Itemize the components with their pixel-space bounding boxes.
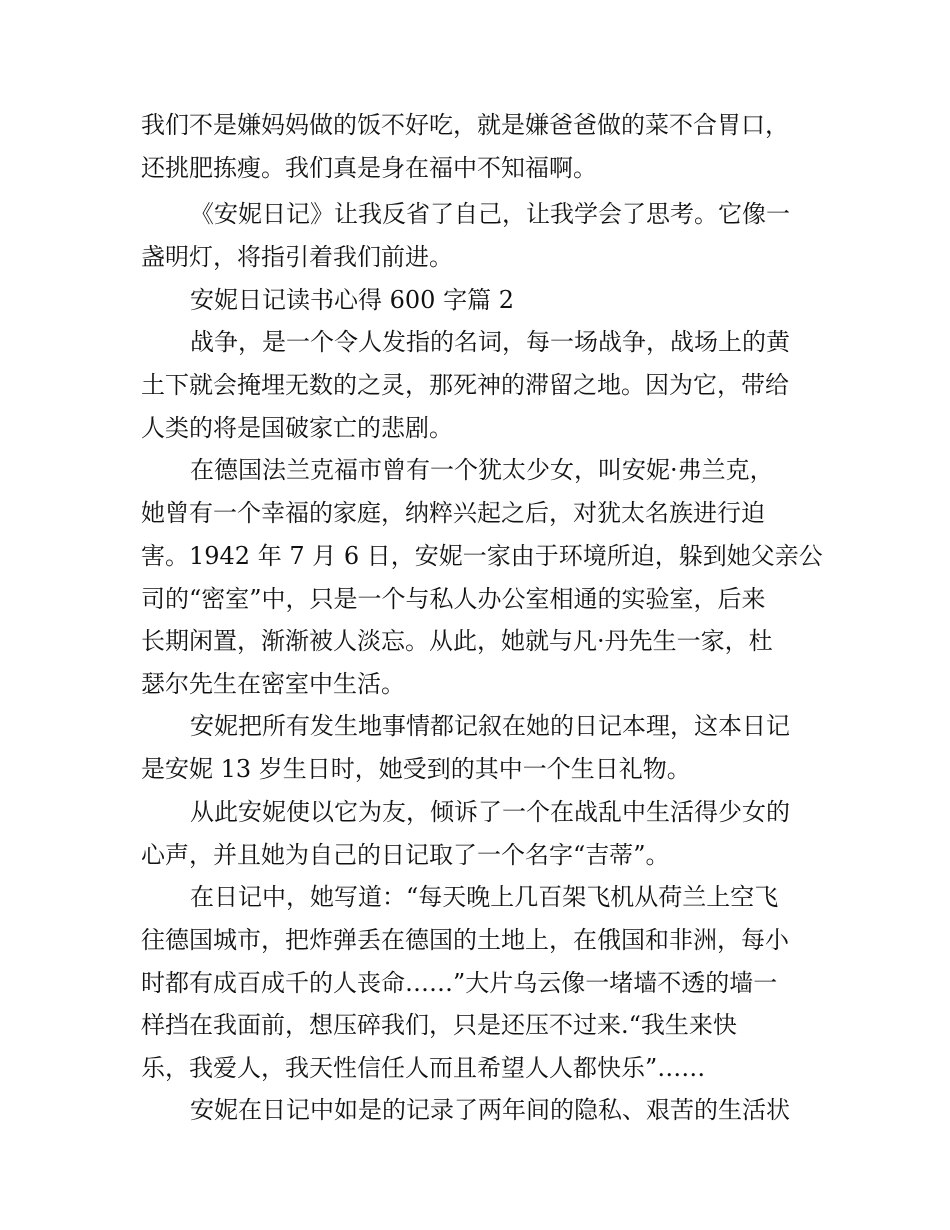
text-line: 乐，我爱人，我天性信任人而且希望人人都快乐”…… bbox=[141, 1054, 706, 1082]
text-line: 盏明灯，将指引着我们前进。 bbox=[141, 243, 453, 271]
text-line: 我们不是嫌妈妈做的饭不好吃，就是嫌爸爸做的菜不合胃口， bbox=[141, 111, 789, 139]
text-line: 心声，并且她为自己的日记取了一个名字“吉蒂”。 bbox=[141, 841, 670, 869]
text-line: 人类的将是国破家亡的悲剧。 bbox=[141, 414, 453, 442]
text-line: 害。1942 年 7 月 6 日，安妮一家由于环境所迫，躲到她父亲公 bbox=[141, 542, 823, 570]
text-line: 长期闲置，渐渐被人淡忘。从此，她就与凡·丹先生一家，杜 bbox=[141, 627, 773, 655]
text-line: 她曾有一个幸福的家庭，纳粹兴起之后，对犹太名族进行迫 bbox=[141, 499, 765, 527]
text-line: 《安妮日记》让我反省了自己，让我学会了思考。它像一 bbox=[190, 200, 790, 228]
text-line: 安妮在日记中如是的记录了两年间的隐私、艰苦的生活状 bbox=[190, 1096, 790, 1124]
text-line: 在德国法兰克福市曾有一个犹太少女，叫安妮·弗兰克， bbox=[190, 456, 774, 484]
text-line: 战争，是一个令人发指的名词，每一场战争，战场上的黄 bbox=[190, 328, 790, 356]
text-line: 司的“密室”中，只是一个与私人办公室相通的实验室，后来 bbox=[141, 585, 766, 613]
text-line: 往德国城市，把炸弹丢在德国的土地上，在俄国和非洲，每小 bbox=[141, 926, 789, 954]
text-line: 安妮把所有发生地事情都记叙在她的日记本理，这本日记 bbox=[190, 712, 790, 740]
text-line: 在日记中，她写道：“每天晚上几百架飞机从荷兰上空飞 bbox=[190, 883, 779, 911]
text-line: 土下就会掩埋无数的之灵，那死神的滞留之地。因为它，带给 bbox=[141, 371, 789, 399]
text-line: 瑟尔先生在密室中生活。 bbox=[141, 670, 405, 698]
text-line: 从此安妮使以它为友，倾诉了一个在战乱中生活得少女的 bbox=[190, 798, 790, 826]
section-heading: 安妮日记读书心得 600 字篇 2 bbox=[190, 286, 514, 314]
text-line: 样挡在我面前，想压碎我们，只是还压不过来.“我生来快 bbox=[141, 1011, 737, 1039]
text-line: 时都有成百成千的人丧命……”大片乌云像一堵墙不透的墙一 bbox=[141, 969, 778, 997]
text-line: 还挑肥拣瘦。我们真是身在福中不知福啊。 bbox=[141, 154, 597, 182]
text-line: 是安妮 13 岁生日时，她受到的其中一个生日礼物。 bbox=[141, 755, 691, 783]
